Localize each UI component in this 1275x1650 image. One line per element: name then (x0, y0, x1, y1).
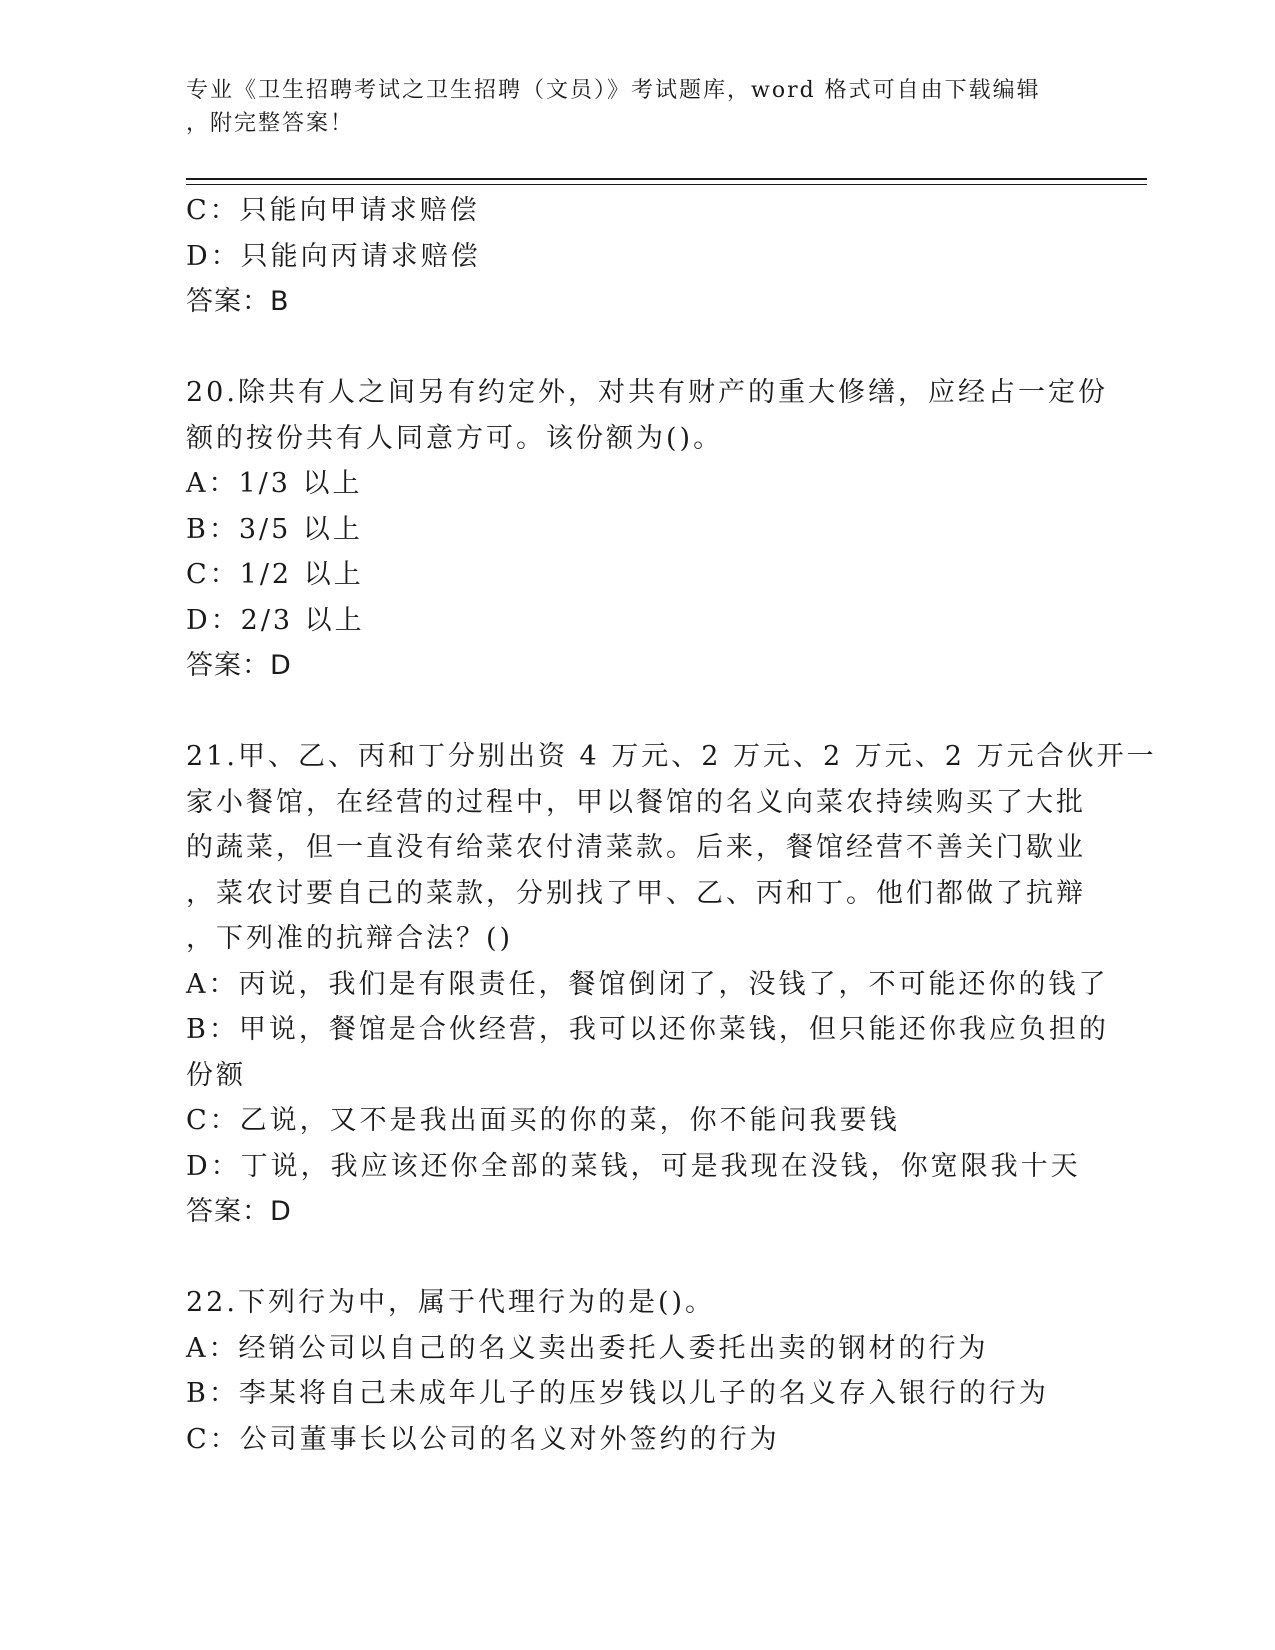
q20-option-d: D：2/3 以上 (186, 604, 365, 636)
q21-stem-line-4: ，菜农讨要自己的菜款，分别找了甲、乙、丙和丁。他们都做了抗辩 (186, 877, 1086, 909)
q21-stem-line-3: 的蔬菜，但一直没有给菜农付清菜款。后来，餐馆经营不善关门歇业 (186, 832, 1086, 863)
header-title-line-2: ，附完整答案！ (186, 111, 355, 136)
page-header (186, 74, 1066, 140)
question-19-tail (186, 188, 1086, 325)
q22-option-a: A：经销公司以自己的名义卖出委托人委托出卖的钢材的行为 (186, 1332, 989, 1364)
q21-stem-line-1: 21.甲、乙、丙和丁分别出资 4 万元、2 万元、2 万元、2 万元合伙开一 (186, 741, 1157, 772)
question-21 (186, 734, 1157, 1235)
spacer (186, 689, 1086, 735)
q19-option-c: C：只能向甲请求赔偿 (186, 195, 480, 226)
q20-option-b: B：3/5 以上 (186, 513, 363, 545)
q21-answer: 答案：D (186, 1196, 292, 1227)
q21-stem-line-2: 家小餐馆，在经营的过程中，甲以餐馆的名义向菜农持续购买了大批 (186, 786, 1086, 818)
question-list (186, 188, 1157, 1462)
q20-option-c: C：1/2 以上 (186, 559, 364, 590)
q20-option-a: A：1/3 以上 (186, 468, 363, 499)
q19-option-d: D：只能向丙请求赔偿 (186, 240, 481, 272)
spacer (186, 325, 1086, 371)
header-title-line-1: 专业《卫生招聘考试之卫生招聘（文员）》考试题库，word 格式可自由下载编辑 (186, 78, 1041, 103)
header-divider-thick (186, 178, 1147, 180)
q21-option-c: C：乙说，又不是我出面买的你的菜，你不能问我要钱 (186, 1105, 900, 1136)
question-22 (186, 1280, 1086, 1462)
header-divider-thin (186, 184, 1147, 185)
q22-stem-line-1: 22.下列行为中，属于代理行为的是()。 (186, 1287, 716, 1318)
q20-stem-line-2: 额的按份共有人同意方可。该份额为()。 (186, 422, 724, 454)
q21-option-a: A：丙说，我们是有限责任，餐馆倒闭了，没钱了，不可能还你的钱了 (186, 968, 1109, 1000)
q21-option-b-line-1: B：甲说，餐馆是合伙经营，我可以还你菜钱，但只能还你我应负担的 (186, 1014, 1109, 1045)
spacer (186, 1235, 1086, 1281)
q21-stem-line-5: ，下列准的抗辩合法？() (186, 923, 514, 954)
q22-option-c: C：公司董事长以公司的名义对外签约的行为 (186, 1423, 780, 1455)
q22-option-b: B：李某将自己未成年儿子的压岁钱以儿子的名义存入银行的行为 (186, 1378, 1049, 1409)
q21-option-b-line-2: 份额 (186, 1059, 246, 1091)
q21-option-d: D：丁说，我应该还你全部的菜钱，可是我现在没钱，你宽限我十天 (186, 1150, 1081, 1182)
q20-stem-line-1: 20.除共有人之间另有约定外，对共有财产的重大修缮，应经占一定份 (186, 377, 1108, 408)
q19-answer: 答案：B (186, 286, 290, 317)
q20-answer: 答案：D (186, 650, 292, 681)
question-20 (186, 370, 1108, 689)
